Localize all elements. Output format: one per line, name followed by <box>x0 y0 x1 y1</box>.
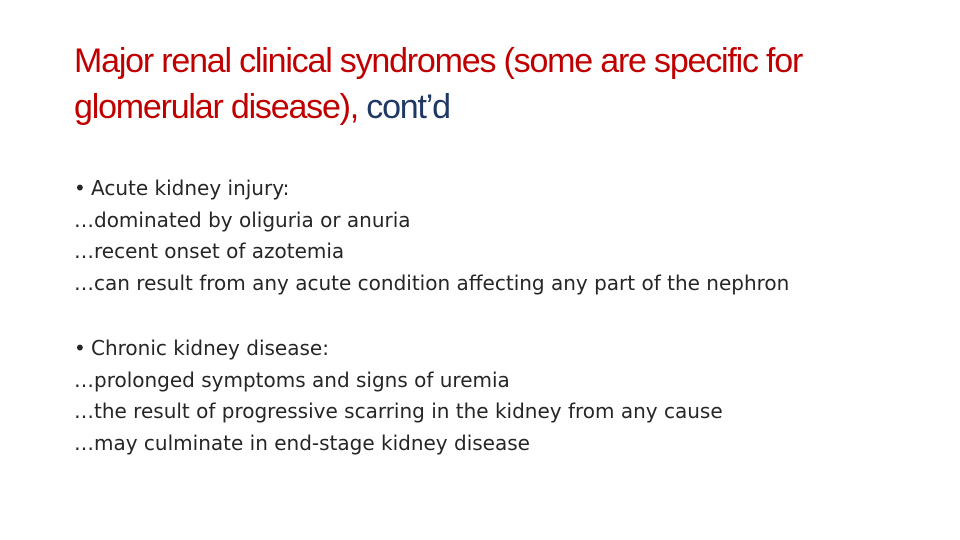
detail-line: …can result from any acute condition affecting any part of the nephron <box>74 270 790 295</box>
bullet-item <box>74 173 934 205</box>
detail-line: …recent onset of azotemia <box>74 239 345 263</box>
detail-line: …the result of progressive scarring in the kidney from any cause <box>74 399 723 423</box>
bullet-heading: Chronic kidney disease: <box>91 336 329 360</box>
bullet-section-chronic-kidney-disease <box>74 333 934 459</box>
bullet-icon: • <box>74 176 86 200</box>
slide-title-continued: cont’d <box>366 88 450 126</box>
detail-line: …prolonged symptoms and signs of uremia <box>74 367 510 392</box>
bullet-heading: Acute kidney injury: <box>91 176 290 200</box>
bullet-icon: • <box>74 336 86 360</box>
detail-line: …may culminate in end-stage kidney disease <box>74 430 530 455</box>
bullet-item <box>74 333 934 365</box>
slide-title <box>74 38 934 130</box>
bullet-section-acute-kidney-injury <box>74 173 934 299</box>
slide-title-main: Major renal clinical syndromes (some are specific for glomerular disease), <box>74 42 803 126</box>
detail-line: …dominated by oliguria or anuria <box>74 207 411 232</box>
